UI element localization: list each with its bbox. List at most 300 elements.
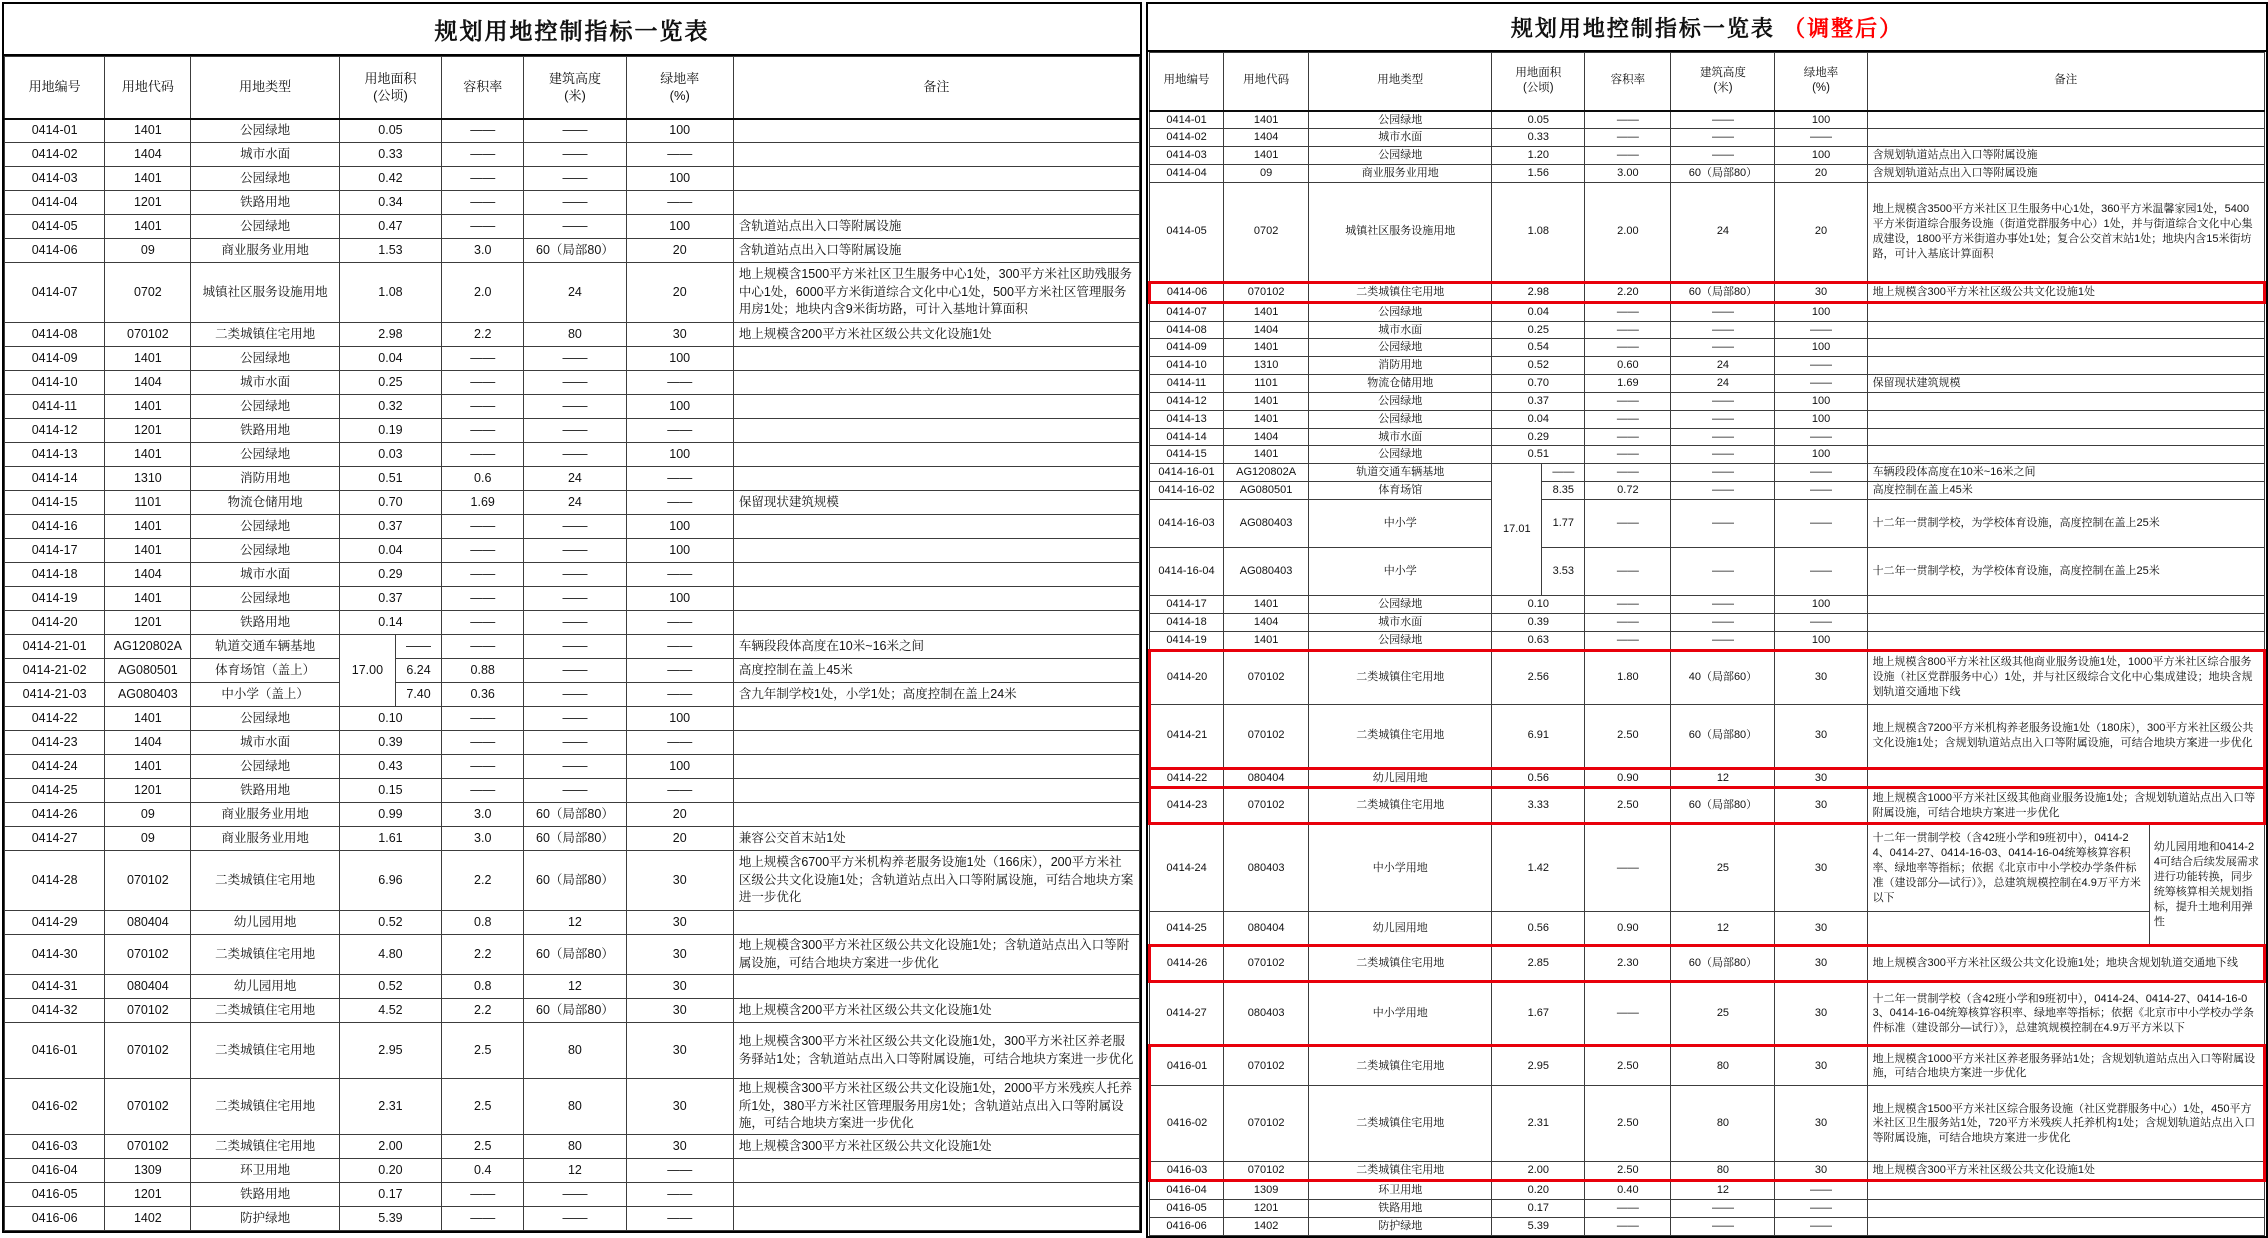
table-row-0414-13 — [1150, 410, 2265, 428]
cell-remark — [1867, 446, 2264, 464]
adjusted-table-panel — [1146, 2, 2268, 1238]
cell-far: 2.50 — [1585, 1086, 1671, 1162]
cell-far: 2.5 — [442, 1135, 524, 1159]
cell-building-height: 80 — [1671, 1162, 1775, 1181]
cell-building-height: —— — [524, 419, 626, 443]
cell-remark — [1867, 111, 2264, 129]
cell-building-height: 80 — [524, 323, 626, 347]
cell-remark: 十二年一贯制学校（含42班小学和9班初中），0414-24、0414-27、0414-16-03、0414-16-04统筹核算容积率、绿地率等指标；依据《北京市中小学校办学条件标准（建设部分—试行）》，总建筑规模控制在4.9万平方米以下 — [1867, 824, 2149, 912]
cell-area-sub: 3.53 — [1542, 548, 1585, 596]
cell-land-code: 070102 — [105, 999, 191, 1023]
cell-green-rate: —— — [1775, 1200, 1867, 1218]
cell-green-rate: —— — [626, 731, 733, 755]
cell-land-code: 1401 — [105, 515, 191, 539]
cell-building-height: —— — [1671, 1217, 1775, 1235]
cell-land-type: 公园绿地 — [191, 515, 339, 539]
col-land-code: 用地代码 — [105, 57, 191, 119]
cell-land-code: 1404 — [1224, 321, 1309, 339]
cell-far: —— — [442, 539, 524, 563]
col-far: 容积率 — [1585, 53, 1671, 111]
cell-area: 0.17 — [1492, 1200, 1585, 1218]
cell-remark: 兼容公交首末站1处 — [733, 827, 1139, 851]
cell-area: 0.17 — [339, 1183, 441, 1207]
cell-land-type: 二类城镇住宅用地 — [1309, 704, 1492, 768]
col-building-height: 建筑高度 (米) — [524, 57, 626, 119]
cell-green-rate: —— — [1775, 1181, 1867, 1200]
cell-plot-number: 0414-12 — [5, 419, 105, 443]
cell-area: 0.70 — [1492, 375, 1585, 393]
cell-land-code: 1101 — [1224, 375, 1309, 393]
table-row-0414-12 — [1150, 392, 2265, 410]
cell-remark: 保留现状建筑规模 — [1867, 375, 2264, 393]
cell-far: —— — [442, 515, 524, 539]
cell-far: —— — [1585, 1200, 1671, 1218]
cell-plot-number: 0414-06 — [1150, 282, 1224, 302]
cell-far: 2.00 — [1585, 182, 1671, 282]
cell-area: 0.29 — [339, 563, 441, 587]
cell-remark — [1867, 613, 2264, 631]
cell-green-rate: 100 — [1775, 596, 1867, 614]
cell-far: —— — [442, 635, 524, 659]
cell-building-height: 60（局部80） — [1671, 788, 1775, 824]
cell-area: 2.31 — [1492, 1086, 1585, 1162]
cell-plot-number: 0414-14 — [5, 467, 105, 491]
cell-plot-number: 0414-23 — [5, 731, 105, 755]
table-row-0414-05 — [5, 215, 1140, 239]
cell-land-code: 09 — [105, 239, 191, 263]
cell-area: 0.10 — [1492, 596, 1585, 614]
cell-land-code: 1401 — [1224, 111, 1309, 129]
cell-green-rate: —— — [626, 467, 733, 491]
cell-building-height: —— — [524, 167, 626, 191]
cell-remark: 含规划轨道站点出入口等附属设施 — [1867, 165, 2264, 183]
cell-land-code: 09 — [105, 827, 191, 851]
cell-green-rate: 100 — [626, 587, 733, 611]
cell-green-rate: —— — [626, 1207, 733, 1231]
cell-land-type: 体育场馆（盖上） — [191, 659, 339, 683]
cell-area: 0.20 — [1492, 1181, 1585, 1200]
col-remark: 备注 — [733, 57, 1139, 119]
cell-plot-number: 0414-16-01 — [1150, 464, 1224, 482]
cell-area: 0.14 — [339, 611, 441, 635]
col-land-type: 用地类型 — [1309, 53, 1492, 111]
cell-land-type: 公园绿地 — [1309, 111, 1492, 129]
cell-plot-number: 0416-02 — [1150, 1086, 1224, 1162]
cell-far: 2.50 — [1585, 788, 1671, 824]
cell-green-rate: 100 — [1775, 446, 1867, 464]
cell-land-type: 幼儿园用地 — [1309, 912, 1492, 946]
table-row-0416-02 — [1150, 1086, 2265, 1162]
cell-far: 1.69 — [442, 491, 524, 515]
cell-remark — [733, 167, 1139, 191]
table-row-0414-05 — [1150, 182, 2265, 282]
cell-remark: 地上规模含300平方米社区级公共文化设施1处，2000平方米残疾人托养所1处，380平方米社区管理服务用房1处；含轨道站点出入口等附属设施，可结合地块方案进一步优化 — [733, 1079, 1139, 1135]
cell-green-rate: 30 — [1775, 704, 1867, 768]
cell-green-rate: —— — [626, 659, 733, 683]
cell-plot-number: 0414-16-04 — [1150, 548, 1224, 596]
table-row-0414-18 — [1150, 613, 2265, 631]
cell-remark — [733, 731, 1139, 755]
cell-land-code: AG080403 — [1224, 500, 1309, 548]
cell-green-rate: 30 — [1775, 912, 1867, 946]
table-row-0414-29 — [5, 911, 1140, 935]
cell-remark — [733, 755, 1139, 779]
table-row-0414-22 — [5, 707, 1140, 731]
cell-plot-number: 0414-04 — [1150, 165, 1224, 183]
cell-land-type: 防护绿地 — [1309, 1217, 1492, 1235]
cell-land-code: 0702 — [1224, 182, 1309, 282]
cell-area: 0.25 — [1492, 321, 1585, 339]
cell-building-height: 12 — [1671, 768, 1775, 788]
cell-plot-number: 0414-16-02 — [1150, 482, 1224, 500]
cell-far: —— — [1585, 428, 1671, 446]
cell-far: —— — [442, 731, 524, 755]
cell-land-code: 1404 — [1224, 129, 1309, 147]
cell-land-code: 09 — [105, 803, 191, 827]
cell-land-type: 二类城镇住宅用地 — [1309, 788, 1492, 824]
cell-area: 0.04 — [1492, 410, 1585, 428]
cell-land-code: 1401 — [105, 119, 191, 143]
cell-green-rate: 30 — [1775, 982, 1867, 1046]
cell-remark — [1867, 428, 2264, 446]
cell-far: —— — [1585, 548, 1671, 596]
table-row-0416-03 — [1150, 1162, 2265, 1181]
page-title: 规划用地控制指标一览表 — [1510, 16, 1775, 41]
cell-remark — [733, 119, 1139, 143]
cell-land-type: 商业服务业用地 — [191, 827, 339, 851]
cell-building-height: 60（局部80） — [524, 239, 626, 263]
cell-remark — [1867, 912, 2149, 946]
cell-building-height: 25 — [1671, 982, 1775, 1046]
cell-land-code: 1401 — [1224, 631, 1309, 650]
cell-plot-number: 0414-13 — [1150, 410, 1224, 428]
cell-plot-number: 0416-03 — [5, 1135, 105, 1159]
table-row-0414-12 — [5, 419, 1140, 443]
cell-remark: 含轨道站点出入口等附属设施 — [733, 239, 1139, 263]
cell-land-code: 1402 — [105, 1207, 191, 1231]
cell-area: 0.15 — [339, 779, 441, 803]
cell-remark — [733, 395, 1139, 419]
cell-building-height: —— — [1671, 339, 1775, 357]
cell-building-height: —— — [524, 611, 626, 635]
cell-land-type: 二类城镇住宅用地 — [1309, 650, 1492, 704]
cell-area: 0.33 — [339, 143, 441, 167]
cell-area: 0.20 — [339, 1159, 441, 1183]
table-row-0414-19 — [5, 587, 1140, 611]
cell-land-type: 幼儿园用地 — [191, 975, 339, 999]
cell-remark: 地上规模含300平方米社区级公共文化设施1处；含轨道站点出入口等附属设施，可结合地块方案进一步优化 — [733, 935, 1139, 975]
cell-far: —— — [1585, 129, 1671, 147]
cell-green-rate: —— — [1775, 464, 1867, 482]
cell-land-code: AG080403 — [105, 683, 191, 707]
col-land-type: 用地类型 — [191, 57, 339, 119]
cell-plot-number: 0414-27 — [1150, 982, 1224, 1046]
cell-far: —— — [1585, 464, 1671, 482]
cell-land-type: 城市水面 — [1309, 129, 1492, 147]
cell-land-type: 商业服务业用地 — [191, 239, 339, 263]
cell-green-rate: 30 — [1775, 650, 1867, 704]
cell-plot-number: 0414-09 — [1150, 339, 1224, 357]
cell-plot-number: 0414-24 — [1150, 824, 1224, 912]
cell-remark: 地上规模含300平方米社区级公共文化设施1处 — [1867, 282, 2264, 302]
cell-remark: 地上规模含300平方米社区级公共文化设施1处；地块含规划轨道交通地下线 — [1867, 946, 2264, 982]
cell-plot-number: 0414-10 — [5, 371, 105, 395]
cell-building-height: 12 — [524, 1159, 626, 1183]
table-row-0414-28 — [5, 851, 1140, 911]
col-plot-number: 用地编号 — [1150, 53, 1224, 111]
cell-land-code: AG080501 — [1224, 482, 1309, 500]
cell-green-rate: 30 — [1775, 788, 1867, 824]
cell-land-type: 二类城镇住宅用地 — [191, 999, 339, 1023]
table-row-0414-16-03 — [1150, 500, 2265, 548]
cell-building-height: —— — [524, 347, 626, 371]
cell-plot-number: 0414-16-03 — [1150, 500, 1224, 548]
cell-green-rate: —— — [1775, 1217, 1867, 1235]
cell-green-rate: 30 — [626, 323, 733, 347]
cell-building-height: —— — [1671, 548, 1775, 596]
cell-area: 0.25 — [339, 371, 441, 395]
cell-land-code: AG080501 — [105, 659, 191, 683]
table-row-0416-01 — [1150, 1046, 2265, 1086]
cell-land-code: 080404 — [1224, 768, 1309, 788]
cell-land-code: 1401 — [1224, 596, 1309, 614]
cell-land-type: 消防用地 — [191, 467, 339, 491]
cell-building-height: —— — [1671, 302, 1775, 321]
table-row-0414-20 — [5, 611, 1140, 635]
cell-area: 2.95 — [339, 1023, 441, 1079]
cell-green-rate: —— — [1775, 129, 1867, 147]
cell-plot-number: 0414-15 — [1150, 446, 1224, 464]
cell-remark — [1867, 302, 2264, 321]
cell-plot-number: 0414-29 — [5, 911, 105, 935]
cell-remark — [1867, 1181, 2264, 1200]
cell-building-height: —— — [524, 659, 626, 683]
cell-area: 0.47 — [339, 215, 441, 239]
cell-remark: 含轨道站点出入口等附属设施 — [733, 215, 1139, 239]
cell-green-rate: —— — [1775, 548, 1867, 596]
adjusted-label: （调整后） — [1783, 16, 1904, 41]
cell-plot-number: 0414-04 — [5, 191, 105, 215]
cell-plot-number: 0414-23 — [1150, 788, 1224, 824]
cell-plot-number: 0414-05 — [5, 215, 105, 239]
cell-land-code: 1310 — [1224, 357, 1309, 375]
cell-far: —— — [1585, 302, 1671, 321]
cell-building-height: 60（局部80） — [1671, 946, 1775, 982]
cell-building-height: 40（局部60） — [1671, 650, 1775, 704]
cell-area: 0.39 — [339, 731, 441, 755]
cell-land-type: 二类城镇住宅用地 — [191, 935, 339, 975]
cell-building-height: 12 — [524, 975, 626, 999]
table-row-0414-16-02 — [1150, 482, 2265, 500]
table-row-0414-20 — [1150, 650, 2265, 704]
cell-far: —— — [1585, 500, 1671, 548]
cell-land-type: 公园绿地 — [191, 755, 339, 779]
cell-land-type: 幼儿园用地 — [1309, 768, 1492, 788]
cell-plot-number: 0414-20 — [5, 611, 105, 635]
table-row-0414-14 — [1150, 428, 2265, 446]
cell-land-type: 二类城镇住宅用地 — [191, 1023, 339, 1079]
cell-far: —— — [1585, 1217, 1671, 1235]
cell-land-type: 消防用地 — [1309, 357, 1492, 375]
cell-far: —— — [442, 443, 524, 467]
cell-land-type: 二类城镇住宅用地 — [1309, 282, 1492, 302]
cell-area: 6.96 — [339, 851, 441, 911]
cell-land-type: 环卫用地 — [1309, 1181, 1492, 1200]
cell-remark: 含规划轨道站点出入口等附属设施 — [1867, 147, 2264, 165]
cell-building-height: 80 — [524, 1023, 626, 1079]
cell-land-type: 物流仓储用地 — [191, 491, 339, 515]
cell-remark — [733, 347, 1139, 371]
cell-far: 2.2 — [442, 851, 524, 911]
cell-far: —— — [1585, 111, 1671, 129]
cell-land-type: 城市水面 — [191, 563, 339, 587]
cell-plot-number: 0414-19 — [5, 587, 105, 611]
table-row-0414-07 — [1150, 302, 2265, 321]
cell-area: 0.10 — [339, 707, 441, 731]
table-row-0414-25 — [1150, 912, 2265, 946]
cell-remark — [733, 707, 1139, 731]
table-row-0414-23 — [5, 731, 1140, 755]
cell-building-height: —— — [524, 755, 626, 779]
cell-green-rate: 20 — [626, 239, 733, 263]
cell-remark: 地上规模含200平方米社区级公共文化设施1处 — [733, 999, 1139, 1023]
cell-green-rate: —— — [626, 1183, 733, 1207]
cell-green-rate: 100 — [626, 755, 733, 779]
cell-green-rate: —— — [626, 419, 733, 443]
cell-building-height: —— — [524, 707, 626, 731]
cell-plot-number: 0414-06 — [5, 239, 105, 263]
table-row-0414-06 — [5, 239, 1140, 263]
table-row-0414-21-02 — [5, 659, 1140, 683]
cell-green-rate: —— — [626, 1159, 733, 1183]
cell-building-height: —— — [524, 119, 626, 143]
col-building-height: 建筑高度 (米) — [1671, 53, 1775, 111]
cell-remark: 保留现状建筑规模 — [733, 491, 1139, 515]
cell-remark: 地上规模含300平方米社区级公共文化设施1处 — [733, 1135, 1139, 1159]
table-row-0414-04 — [1150, 165, 2265, 183]
cell-land-code: 1401 — [1224, 410, 1309, 428]
cell-far: —— — [1585, 824, 1671, 912]
cell-plot-number: 0414-26 — [5, 803, 105, 827]
cell-land-type: 中小学（盖上） — [191, 683, 339, 707]
cell-building-height: 80 — [524, 1079, 626, 1135]
cell-land-type: 环卫用地 — [191, 1159, 339, 1183]
cell-far: 0.8 — [442, 911, 524, 935]
cell-area: 0.39 — [1492, 613, 1585, 631]
table-row-0416-05 — [1150, 1200, 2265, 1218]
table-row-0414-21-03 — [5, 683, 1140, 707]
cell-plot-number: 0414-17 — [5, 539, 105, 563]
cell-building-height: 60（局部80） — [524, 803, 626, 827]
cell-remark — [1867, 410, 2264, 428]
cell-plot-number: 0414-22 — [5, 707, 105, 731]
cell-far: 1.69 — [1585, 375, 1671, 393]
cell-green-rate: —— — [626, 635, 733, 659]
table-row-0414-23 — [1150, 788, 2265, 824]
col-area: 用地面积 (公顷) — [339, 57, 441, 119]
cell-plot-number: 0414-21 — [1150, 704, 1224, 768]
cell-building-height: —— — [524, 563, 626, 587]
cell-land-type: 公园绿地 — [1309, 446, 1492, 464]
cell-area: 2.31 — [339, 1079, 441, 1135]
cell-green-rate: —— — [1775, 613, 1867, 631]
cell-plot-number: 0414-03 — [1150, 147, 1224, 165]
table-row-0414-26 — [5, 803, 1140, 827]
cell-land-code: 070102 — [105, 1135, 191, 1159]
table-row-0414-07 — [5, 263, 1140, 323]
table-row-0414-30 — [5, 935, 1140, 975]
cell-remark — [733, 143, 1139, 167]
table-row-0416-06 — [1150, 1217, 2265, 1235]
cell-remark — [1867, 1217, 2264, 1235]
cell-remark: 车辆段段体高度在10米~16米之间 — [1867, 464, 2264, 482]
cell-area-total: 17.01 — [1492, 464, 1542, 596]
table-row-0414-31 — [5, 975, 1140, 999]
cell-building-height: 60（局部80） — [524, 827, 626, 851]
cell-remark: 地上规模含7200平方米机构养老服务设施1处（180床），300平方米社区级公共文化设施1处；含规划轨道站点出入口等附属设施，可结合地块方案进一步优化 — [1867, 704, 2264, 768]
table-row-0414-15 — [5, 491, 1140, 515]
cell-green-rate: 100 — [626, 515, 733, 539]
cell-building-height: —— — [524, 143, 626, 167]
table-row-0414-19 — [1150, 631, 2265, 650]
cell-land-code: 0702 — [105, 263, 191, 323]
cell-plot-number: 0414-11 — [1150, 375, 1224, 393]
cell-area: 3.33 — [1492, 788, 1585, 824]
cell-area: 1.56 — [1492, 165, 1585, 183]
table-row-0414-26 — [1150, 946, 2265, 982]
col-area: 用地面积 (公顷) — [1492, 53, 1585, 111]
cell-green-rate: 30 — [626, 975, 733, 999]
cell-land-type: 公园绿地 — [191, 395, 339, 419]
cell-building-height: —— — [1671, 500, 1775, 548]
table-row-0414-06 — [1150, 282, 2265, 302]
cell-remark — [1867, 768, 2264, 788]
cell-remark — [733, 515, 1139, 539]
cell-area: 0.52 — [339, 975, 441, 999]
cell-area: 0.03 — [339, 443, 441, 467]
cell-building-height: 24 — [1671, 182, 1775, 282]
cell-far: 0.6 — [442, 467, 524, 491]
cell-area: 0.51 — [339, 467, 441, 491]
cell-area-sub: 8.35 — [1542, 482, 1585, 500]
cell-green-rate: 20 — [626, 803, 733, 827]
cell-area: 0.52 — [339, 911, 441, 935]
cell-building-height: —— — [524, 215, 626, 239]
cell-plot-number: 0414-07 — [5, 263, 105, 323]
cell-remark — [733, 371, 1139, 395]
cell-area: 1.67 — [1492, 982, 1585, 1046]
cell-area: 0.19 — [339, 419, 441, 443]
cell-building-height: —— — [524, 1207, 626, 1231]
cell-area: 4.80 — [339, 935, 441, 975]
cell-land-type: 城镇社区服务设施用地 — [1309, 182, 1492, 282]
cell-area: 0.42 — [339, 167, 441, 191]
cell-plot-number: 0414-07 — [1150, 302, 1224, 321]
cell-building-height: —— — [1671, 410, 1775, 428]
cell-plot-number: 0416-02 — [5, 1079, 105, 1135]
cell-land-type: 二类城镇住宅用地 — [1309, 1046, 1492, 1086]
cell-area: 1.61 — [339, 827, 441, 851]
cell-building-height: 60（局部80） — [1671, 282, 1775, 302]
cell-land-type: 城镇社区服务设施用地 — [191, 263, 339, 323]
cell-land-code: AG120802A — [105, 635, 191, 659]
cell-building-height: —— — [1671, 631, 1775, 650]
table-row-0414-24 — [1150, 824, 2265, 912]
cell-land-code: 070102 — [1224, 704, 1309, 768]
cell-building-height: —— — [1671, 1200, 1775, 1218]
cell-far: —— — [1585, 613, 1671, 631]
cell-plot-number: 0414-18 — [5, 563, 105, 587]
